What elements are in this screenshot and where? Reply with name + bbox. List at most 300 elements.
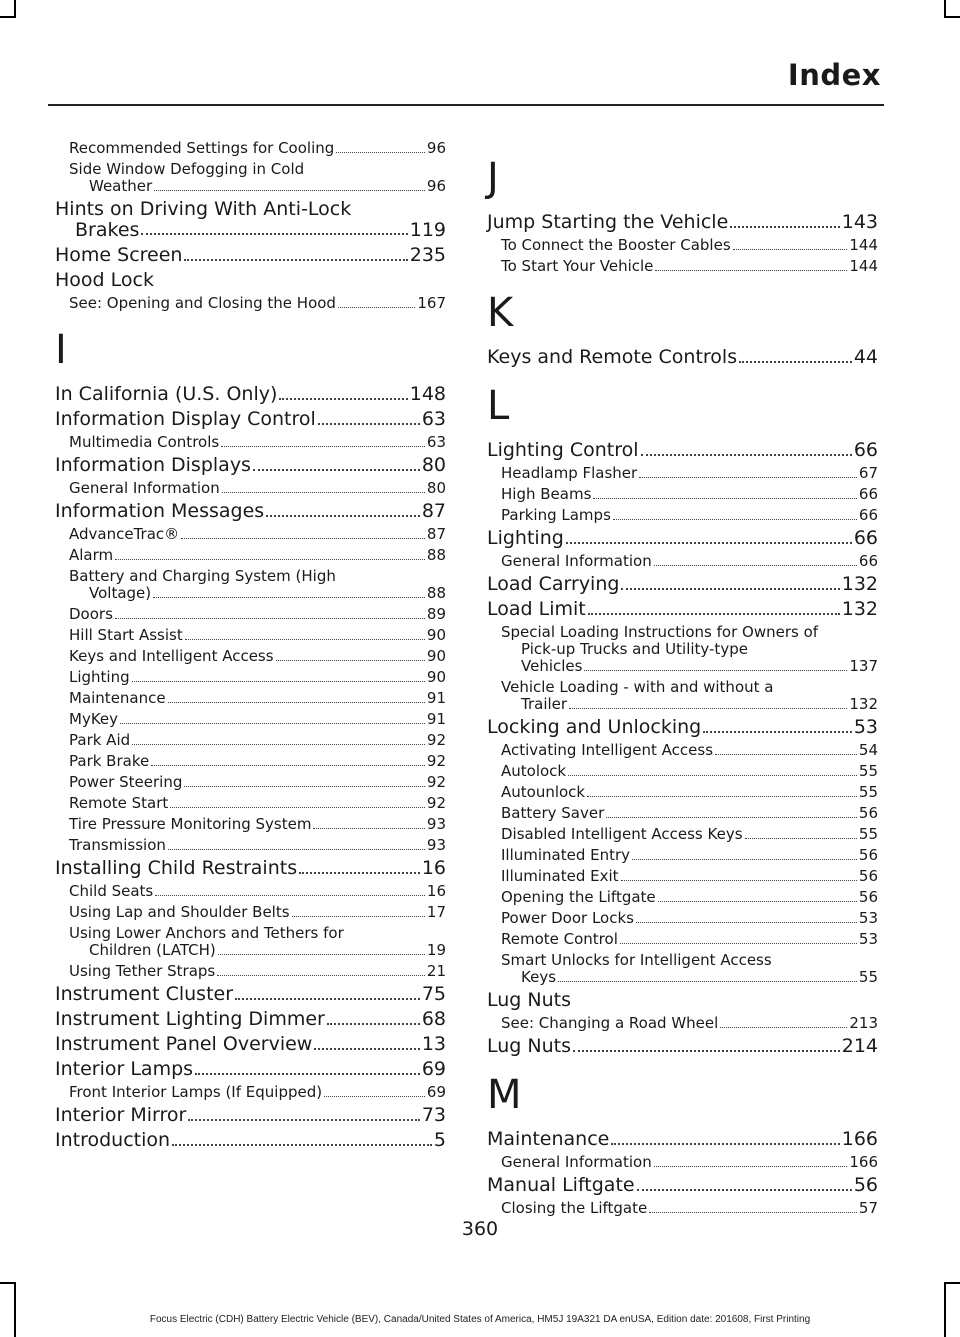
- index-entry[interactable]: [487, 717, 878, 738]
- entry-label: To Connect the Booster Cables: [501, 236, 731, 254]
- index-subentry[interactable]: [55, 711, 446, 728]
- entry-continuation: [501, 696, 878, 713]
- dot-leader: [170, 807, 425, 808]
- entry-page-ref: 54: [858, 741, 878, 759]
- crop-mark: [944, 1282, 960, 1284]
- entry-label: Lug Nuts: [487, 1035, 571, 1057]
- entry-continuation: [69, 585, 446, 602]
- dot-leader: [636, 922, 857, 923]
- index-subentry[interactable]: [487, 805, 878, 822]
- dot-leader: [593, 498, 857, 499]
- entry-page-ref: 166: [841, 1128, 878, 1150]
- dot-leader: [637, 1189, 852, 1191]
- entry-label: Information Display Control: [55, 408, 316, 430]
- entry-page-ref: 96: [426, 177, 446, 195]
- index-entry[interactable]: [487, 212, 878, 233]
- index-entry[interactable]: [55, 1105, 446, 1126]
- entry-label: Hood Lock: [55, 269, 154, 291]
- index-entry[interactable]: [487, 574, 878, 595]
- dot-leader: [588, 613, 840, 615]
- index-subentry[interactable]: [55, 1084, 446, 1101]
- entry-page-ref: 92: [426, 731, 446, 749]
- dot-leader: [184, 259, 407, 261]
- entry-page-ref: 53: [853, 716, 878, 738]
- entry-continuation: [55, 220, 446, 241]
- crop-mark: [944, 16, 960, 18]
- entry-page-ref: 69: [426, 1083, 446, 1101]
- entry-page-ref: 96: [426, 139, 446, 157]
- dot-leader: [611, 1143, 839, 1145]
- entry-page-ref: 53: [858, 930, 878, 948]
- dot-leader: [568, 775, 857, 776]
- entry-label: Locking and Unlocking: [487, 716, 702, 738]
- entry-page-ref: 5: [433, 1129, 446, 1151]
- dot-leader: [620, 943, 857, 944]
- entry-label: Closing the Liftgate: [501, 1199, 648, 1217]
- entry-label: General Information: [501, 552, 652, 570]
- entry-label: In California (U.S. Only): [55, 383, 278, 405]
- entry-page-ref: 68: [421, 1008, 446, 1030]
- see-reference[interactable]: [487, 1015, 878, 1032]
- dot-leader: [151, 765, 425, 766]
- index-subentry[interactable]: [55, 904, 446, 921]
- header-divider: [48, 104, 884, 106]
- entry-page-ref: 80: [421, 454, 446, 476]
- index-subentry[interactable]: [487, 763, 878, 780]
- dot-leader: [154, 190, 425, 191]
- entry-label: Interior Lamps: [55, 1058, 194, 1080]
- dot-leader: [141, 233, 407, 235]
- index-subentry[interactable]: [55, 648, 446, 665]
- entry-label-continued: Weather: [89, 177, 153, 195]
- index-subentry[interactable]: [487, 465, 878, 482]
- dot-leader: [641, 454, 852, 456]
- dot-leader: [558, 981, 857, 982]
- index-subentry[interactable]: [55, 568, 446, 602]
- entry-label: Special Loading Instructions for Owners of: [501, 623, 819, 641]
- entry-label: See: Changing a Road Wheel: [501, 1014, 719, 1032]
- entry-label: Jump Starting the Vehicle: [487, 211, 729, 233]
- entry-page-ref: 92: [426, 773, 446, 791]
- index-entry[interactable]: [487, 599, 878, 620]
- entry-label-continued: Trailer: [521, 695, 568, 713]
- dot-leader: [153, 597, 425, 598]
- entry-label: Instrument Panel Overview: [55, 1033, 313, 1055]
- entry-label: Transmission: [69, 836, 166, 854]
- index-subentry[interactable]: [487, 258, 878, 275]
- entry-page-ref: 16: [421, 857, 446, 879]
- index-subentry[interactable]: [487, 679, 878, 713]
- dot-leader: [745, 838, 857, 839]
- dot-leader: [715, 754, 857, 755]
- entry-page-ref: 143: [841, 211, 878, 233]
- entry-label: Using Lower Anchors and Tethers for: [69, 924, 344, 942]
- index-subentry[interactable]: [55, 837, 446, 854]
- entry-label: Front Interior Lamps (If Equipped): [69, 1083, 323, 1101]
- entry-label: Alarm: [69, 546, 114, 564]
- index-entry[interactable]: [55, 455, 446, 476]
- entry-continuation: [69, 942, 446, 959]
- entry-label: Autounlock: [501, 783, 586, 801]
- section-letter: K: [487, 290, 514, 336]
- entry-page-ref: 56: [853, 1174, 878, 1196]
- index-entry[interactable]: [55, 984, 446, 1005]
- entry-label: Remote Control: [501, 930, 618, 948]
- section-letter: M: [487, 1072, 522, 1118]
- index-entry[interactable]: [55, 409, 446, 430]
- dot-leader: [324, 1096, 425, 1097]
- entry-page-ref: 66: [858, 552, 878, 570]
- index-subentry[interactable]: [55, 690, 446, 707]
- entry-label: Child Seats: [69, 882, 154, 900]
- entry-page-ref: 75: [421, 983, 446, 1005]
- dot-leader: [172, 1144, 432, 1146]
- index-entry[interactable]: [55, 1009, 446, 1030]
- index-subentry[interactable]: [55, 753, 446, 770]
- dot-leader: [184, 786, 425, 787]
- entry-label-continued: Brakes: [75, 219, 140, 241]
- index-subentry[interactable]: [487, 826, 878, 843]
- entry-page-ref: 19: [426, 941, 446, 959]
- index-subentry[interactable]: [55, 925, 446, 959]
- crop-mark: [14, 1282, 16, 1337]
- dot-leader: [292, 916, 425, 917]
- index-subentry[interactable]: [55, 547, 446, 564]
- index-entry: [55, 270, 446, 291]
- index-entry[interactable]: [55, 245, 446, 266]
- dot-leader: [132, 744, 425, 745]
- entry-label: Battery Saver: [501, 804, 605, 822]
- entry-label: Disabled Intelligent Access Keys: [501, 825, 743, 843]
- entry-label: Lug Nuts: [487, 989, 571, 1011]
- entry-page-ref: 56: [858, 846, 878, 864]
- entry-label: Headlamp Flasher: [501, 464, 638, 482]
- entry-page-ref: 90: [426, 626, 446, 644]
- entry-page-ref: 92: [426, 794, 446, 812]
- dot-leader: [155, 895, 425, 896]
- index-subentry[interactable]: [55, 434, 446, 451]
- entry-label: Doors: [69, 605, 113, 623]
- entry-page-ref: 17: [426, 903, 446, 921]
- index-entry: [487, 990, 878, 1011]
- page-number: 360: [461, 1218, 499, 1240]
- index-subentry[interactable]: [487, 1154, 878, 1171]
- index-subentry[interactable]: [55, 606, 446, 623]
- dot-leader: [313, 828, 424, 829]
- entry-page-ref: 132: [849, 695, 878, 713]
- entry-label: Side Window Defogging in Cold: [69, 160, 305, 178]
- entry-page-ref: 148: [409, 383, 446, 405]
- entry-page-ref: 90: [426, 647, 446, 665]
- index-column-right: [487, 140, 878, 1221]
- entry-continuation: [69, 178, 446, 195]
- entry-page-ref: 235: [409, 244, 446, 266]
- dot-leader: [584, 670, 847, 671]
- crop-mark: [944, 1282, 946, 1337]
- index-subentry[interactable]: [55, 795, 446, 812]
- entry-page-ref: 88: [426, 584, 446, 602]
- dot-leader: [654, 565, 857, 566]
- entry-page-ref: 92: [426, 752, 446, 770]
- entry-page-ref: 56: [858, 867, 878, 885]
- dot-leader: [573, 1050, 840, 1052]
- index-subentry[interactable]: [487, 1200, 878, 1217]
- entry-page-ref: 57: [858, 1199, 878, 1217]
- entry-label: Keys and Intelligent Access: [69, 647, 274, 665]
- index-entry[interactable]: [55, 384, 446, 405]
- index-entry[interactable]: [487, 347, 878, 368]
- entry-label: Manual Liftgate: [487, 1174, 635, 1196]
- entry-label: Multimedia Controls: [69, 433, 220, 451]
- entry-page-ref: 53: [858, 909, 878, 927]
- entry-label-continued: Vehicles: [521, 657, 583, 675]
- index-subentry[interactable]: [55, 161, 446, 195]
- entry-label: Hill Start Assist: [69, 626, 183, 644]
- dot-leader: [655, 270, 847, 271]
- entry-page-ref: 119: [409, 219, 446, 241]
- entry-page-ref: 55: [858, 783, 878, 801]
- entry-page-ref: 73: [421, 1104, 446, 1126]
- entry-page-ref: 88: [426, 546, 446, 564]
- dot-leader: [658, 901, 857, 902]
- index-subentry[interactable]: [487, 742, 878, 759]
- dot-leader: [115, 618, 425, 619]
- entry-page-ref: 87: [421, 500, 446, 522]
- entry-page-ref: 55: [858, 968, 878, 986]
- dot-leader: [314, 1048, 419, 1050]
- dot-leader: [222, 492, 425, 493]
- dot-leader: [168, 702, 425, 703]
- index-subentry[interactable]: [487, 847, 878, 864]
- entry-label: Lighting: [69, 668, 130, 686]
- dot-leader: [566, 542, 852, 544]
- dot-leader: [299, 872, 420, 874]
- entry-label: Introduction: [55, 1129, 171, 1151]
- index-subentry[interactable]: [55, 627, 446, 644]
- entry-label: Hints on Driving With Anti-Lock: [55, 198, 352, 220]
- entry-page-ref: 16: [426, 882, 446, 900]
- entry-label: Load Carrying: [487, 573, 620, 595]
- entry-label: General Information: [501, 1153, 652, 1171]
- entry-page-ref: 90: [426, 668, 446, 686]
- index-subentry[interactable]: [55, 816, 446, 833]
- section-letter: I: [55, 327, 67, 373]
- entry-label: Opening the Liftgate: [501, 888, 656, 906]
- dot-leader: [218, 954, 425, 955]
- entry-page-ref: 44: [853, 346, 878, 368]
- entry-label: Keys and Remote Controls: [487, 346, 738, 368]
- dot-leader: [221, 446, 425, 447]
- entry-label: Tire Pressure Monitoring System: [69, 815, 312, 833]
- entry-label: Installing Child Restraints: [55, 857, 298, 879]
- entry-label: Maintenance: [69, 689, 166, 707]
- dot-leader: [336, 152, 425, 153]
- dot-leader: [587, 796, 857, 797]
- entry-page-ref: 56: [858, 804, 878, 822]
- index-column-left: [55, 140, 446, 1155]
- entry-page-ref: 63: [421, 408, 446, 430]
- dot-leader: [235, 998, 420, 1000]
- index-entry[interactable]: [487, 1175, 878, 1196]
- dot-leader: [276, 660, 425, 661]
- entry-page-ref: 67: [858, 464, 878, 482]
- entry-page-ref: 80: [426, 479, 446, 497]
- entry-page-ref: 63: [426, 433, 446, 451]
- index-entry[interactable]: [487, 1036, 878, 1057]
- index-subentry[interactable]: [487, 868, 878, 885]
- entry-continuation: [501, 658, 878, 675]
- index-subentry[interactable]: [55, 963, 446, 980]
- entry-label: Information Displays: [55, 454, 251, 476]
- entry-label: Lighting Control: [487, 439, 639, 461]
- index-entry[interactable]: [55, 199, 446, 241]
- index-subentry[interactable]: [487, 486, 878, 503]
- entry-page-ref: 132: [841, 598, 878, 620]
- entry-page-ref: 66: [853, 527, 878, 549]
- dot-leader: [279, 398, 407, 400]
- dot-leader: [217, 975, 425, 976]
- entry-page-ref: 91: [426, 710, 446, 728]
- index-subentry[interactable]: [487, 507, 878, 524]
- dot-leader: [569, 708, 847, 709]
- entry-label: Illuminated Exit: [501, 867, 619, 885]
- dot-leader: [739, 361, 852, 363]
- index-subentry[interactable]: [487, 910, 878, 927]
- index-entry[interactable]: [55, 1034, 446, 1055]
- entry-label: To Start Your Vehicle: [501, 257, 654, 275]
- dot-leader: [733, 249, 848, 250]
- dot-leader: [188, 1119, 419, 1121]
- entry-page-ref: 213: [849, 1014, 878, 1032]
- entry-page-ref: 93: [426, 836, 446, 854]
- dot-leader: [168, 849, 425, 850]
- crop-mark: [0, 1282, 16, 1284]
- entry-label: Using Lap and Shoulder Belts: [69, 903, 290, 921]
- entry-label: Remote Start: [69, 794, 169, 812]
- see-reference[interactable]: [55, 295, 446, 312]
- dot-leader: [632, 859, 857, 860]
- dot-leader: [327, 1023, 420, 1025]
- entry-label: Maintenance: [487, 1128, 610, 1150]
- entry-page-ref: 21: [426, 962, 446, 980]
- dot-leader: [115, 559, 425, 560]
- index-subentry[interactable]: [487, 889, 878, 906]
- entry-label: Power Door Locks: [501, 909, 634, 927]
- entry-label: Vehicle Loading - with and without a: [501, 678, 774, 696]
- entry-page-ref: 167: [417, 294, 446, 312]
- entry-label: High Beams: [501, 485, 592, 503]
- entry-label: Information Messages: [55, 500, 265, 522]
- entry-label: Lighting: [487, 527, 564, 549]
- index-subentry[interactable]: [487, 784, 878, 801]
- entry-page-ref: 66: [858, 485, 878, 503]
- entry-label: Battery and Charging System (High: [69, 567, 336, 585]
- crop-mark: [0, 16, 16, 18]
- index-subentry[interactable]: [487, 931, 878, 948]
- index-subentry[interactable]: [55, 774, 446, 791]
- index-entry[interactable]: [55, 501, 446, 522]
- entry-label: Home Screen: [55, 244, 183, 266]
- entry-label: Activating Intelligent Access: [501, 741, 714, 759]
- entry-page-ref: 66: [853, 439, 878, 461]
- entry-label: Recommended Settings for Cooling: [69, 139, 335, 157]
- entry-label: General Information: [69, 479, 220, 497]
- index-subentry[interactable]: [55, 526, 446, 543]
- index-subentry[interactable]: [55, 732, 446, 749]
- entry-page-ref: 55: [858, 762, 878, 780]
- index-subentry[interactable]: [55, 883, 446, 900]
- dot-leader: [338, 295, 415, 308]
- section-letter: L: [487, 383, 510, 429]
- dot-leader: [253, 469, 420, 471]
- index-entry[interactable]: [487, 1129, 878, 1150]
- index-subentry[interactable]: [55, 140, 446, 157]
- entry-label: Autolock: [501, 762, 567, 780]
- dot-leader: [195, 1073, 420, 1075]
- entry-label: Instrument Lighting Dimmer: [55, 1008, 325, 1030]
- index-entry[interactable]: [487, 528, 878, 549]
- entry-page-ref: 55: [858, 825, 878, 843]
- index-subentry[interactable]: [487, 624, 878, 675]
- entry-page-ref: 144: [849, 257, 878, 275]
- dot-leader: [318, 423, 420, 425]
- dot-leader: [266, 515, 420, 517]
- dot-leader: [621, 588, 839, 590]
- index-subentry[interactable]: [487, 952, 878, 986]
- entry-label: Instrument Cluster: [55, 983, 234, 1005]
- entry-label: Park Brake: [69, 752, 150, 770]
- dot-leader: [639, 477, 857, 478]
- entry-page-ref: 69: [421, 1058, 446, 1080]
- dot-leader: [120, 723, 425, 724]
- entry-page-ref: 137: [849, 657, 878, 675]
- entry-label: AdvanceTrac®: [69, 525, 180, 543]
- index-subentry[interactable]: [55, 669, 446, 686]
- entry-label: Parking Lamps: [501, 506, 611, 524]
- entry-page-ref: 56: [858, 888, 878, 906]
- entry-page-ref: 214: [841, 1035, 878, 1057]
- entry-page-ref: 91: [426, 689, 446, 707]
- dot-leader: [703, 731, 852, 733]
- index-entry[interactable]: [55, 1059, 446, 1080]
- entry-continuation: [501, 969, 878, 986]
- entry-label: MyKey: [69, 710, 119, 728]
- index-subentry[interactable]: [487, 237, 878, 254]
- dot-leader: [613, 519, 857, 520]
- entry-label-continued: Pick-up Trucks and Utility-type: [521, 640, 748, 658]
- entry-page-ref: 132: [841, 573, 878, 595]
- entry-label: Park Aid: [69, 731, 131, 749]
- entry-page-ref: 87: [426, 525, 446, 543]
- index-entry[interactable]: [55, 1130, 446, 1151]
- entry-page-ref: 89: [426, 605, 446, 623]
- index-subentry[interactable]: [487, 553, 878, 570]
- dot-leader: [132, 681, 425, 682]
- entry-label: Interior Mirror: [55, 1104, 187, 1126]
- section-letter: J: [487, 155, 499, 201]
- entry-page-ref: 66: [858, 506, 878, 524]
- index-entry[interactable]: [487, 440, 878, 461]
- entry-label: Illuminated Entry: [501, 846, 631, 864]
- entry-label: Using Tether Straps: [69, 962, 216, 980]
- index-subentry[interactable]: [55, 480, 446, 497]
- entry-page-ref: 166: [849, 1153, 878, 1171]
- entry-label: Power Steering: [69, 773, 183, 791]
- entry-label: Smart Unlocks for Intelligent Access: [501, 951, 772, 969]
- dot-leader: [649, 1212, 857, 1213]
- dot-leader: [654, 1166, 848, 1167]
- index-entry[interactable]: [55, 858, 446, 879]
